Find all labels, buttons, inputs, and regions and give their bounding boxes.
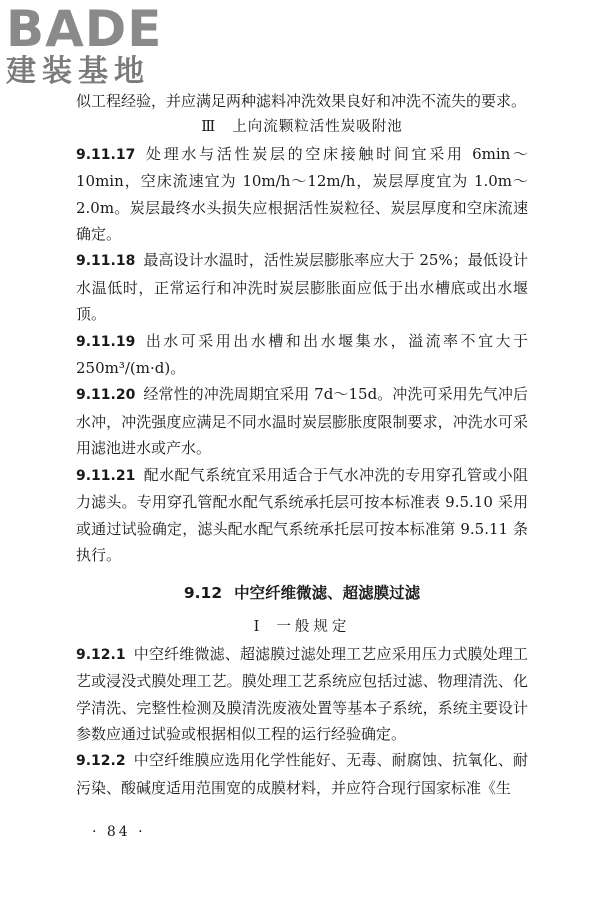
- clause-text: 中空纤维膜应选用化学性能好、无毒、耐腐蚀、抗氧化、耐污染、酸碱度适用范围宽的成膜材料，并应符合现行国家标准《生: [76, 751, 528, 797]
- clause-9-11-18: [76, 247, 528, 327]
- clause-text: 处理水与活性炭层的空床接触时间宜采用 6min～10min，空床流速宜为 10m/h～12m/h，炭层厚度宜为 1.0m～2.0m。炭层最终水头损失应根据活性炭粒径、炭层厚度和空床流速确定。: [76, 144, 528, 244]
- subsection-title: 一般规定: [276, 619, 351, 636]
- page-number: · 84 ·: [92, 824, 146, 840]
- subsection-roman: Ⅰ: [253, 619, 261, 636]
- subsection-roman: Ⅲ: [201, 119, 217, 136]
- clause-text: 最高设计水温时，活性炭层膨胀率应大于 25%；最低设计水温低时，正常运行和冲洗时炭层膨胀面应低于出水槽底或出水堰顶。: [76, 251, 528, 324]
- clause-number: 9.11.18: [76, 253, 136, 270]
- clause-number: 9.11.21: [76, 467, 136, 484]
- subsection-heading-1: [76, 614, 528, 640]
- bade-logo: [6, 0, 176, 90]
- clause-number: 9.12.2: [76, 753, 126, 770]
- clause-9-11-21: [76, 462, 528, 569]
- clause-number: 9.11.19: [76, 333, 136, 350]
- clause-number: 9.11.17: [76, 146, 136, 163]
- section-heading-9-12: [76, 580, 528, 606]
- clause-text: 出水可采用出水槽和出水堰集水，溢流率不宜大于 250m³/(m·d)。: [76, 331, 528, 378]
- subsection-heading-3: [76, 114, 528, 140]
- subsection-title: 上向流颗粒活性炭吸附池: [232, 119, 403, 136]
- clause-9-12-1: [76, 641, 528, 748]
- clause-9-11-17: [76, 141, 528, 248]
- section-number: 9.12: [183, 584, 223, 603]
- clause-number: 9.12.1: [76, 646, 126, 663]
- document-body: [76, 88, 528, 801]
- logo-subtitle: 建装基地: [6, 54, 150, 89]
- paragraph-continuation: 似工程经验，并应满足两种滤料冲洗效果良好和冲洗不流失的要求。: [76, 92, 527, 110]
- clause-text: 经常性的冲洗周期宜采用 7d～15d。冲洗可采用先气冲后水冲，冲洗强度应满足不同水温时炭层膨胀度限制要求，冲洗水可采用滤池进水或产水。: [76, 385, 528, 458]
- clause-number: 9.11.20: [76, 387, 136, 404]
- section-title: 中空纤维微滤、超滤膜过滤: [234, 584, 421, 603]
- clause-9-12-2: [76, 747, 528, 801]
- clause-9-11-20: [76, 381, 528, 461]
- clause-text: 中空纤维微滤、超滤膜过滤处理工艺应采用压力式膜处理工艺或浸没式膜处理工艺。膜处理工艺系统应包括过滤、物理清洗、化学清洗、完整性检测及膜清洗废液处置等基本子系统，系统主要设计参数应通过试验或根据相似工程的运行经验确定。: [76, 644, 528, 743]
- clause-text: 配水配气系统宜采用适合于气水冲洗的专用穿孔管或小阻力滤头。专用穿孔管配水配气系统承托层可按本标准表 9.5.10 采用或通过试验确定，滤头配水配气系统承托层可按本标准第 9.5.11 条执行。: [76, 465, 528, 564]
- clause-9-11-19: [76, 328, 528, 382]
- logo-text: BADE: [6, 0, 163, 58]
